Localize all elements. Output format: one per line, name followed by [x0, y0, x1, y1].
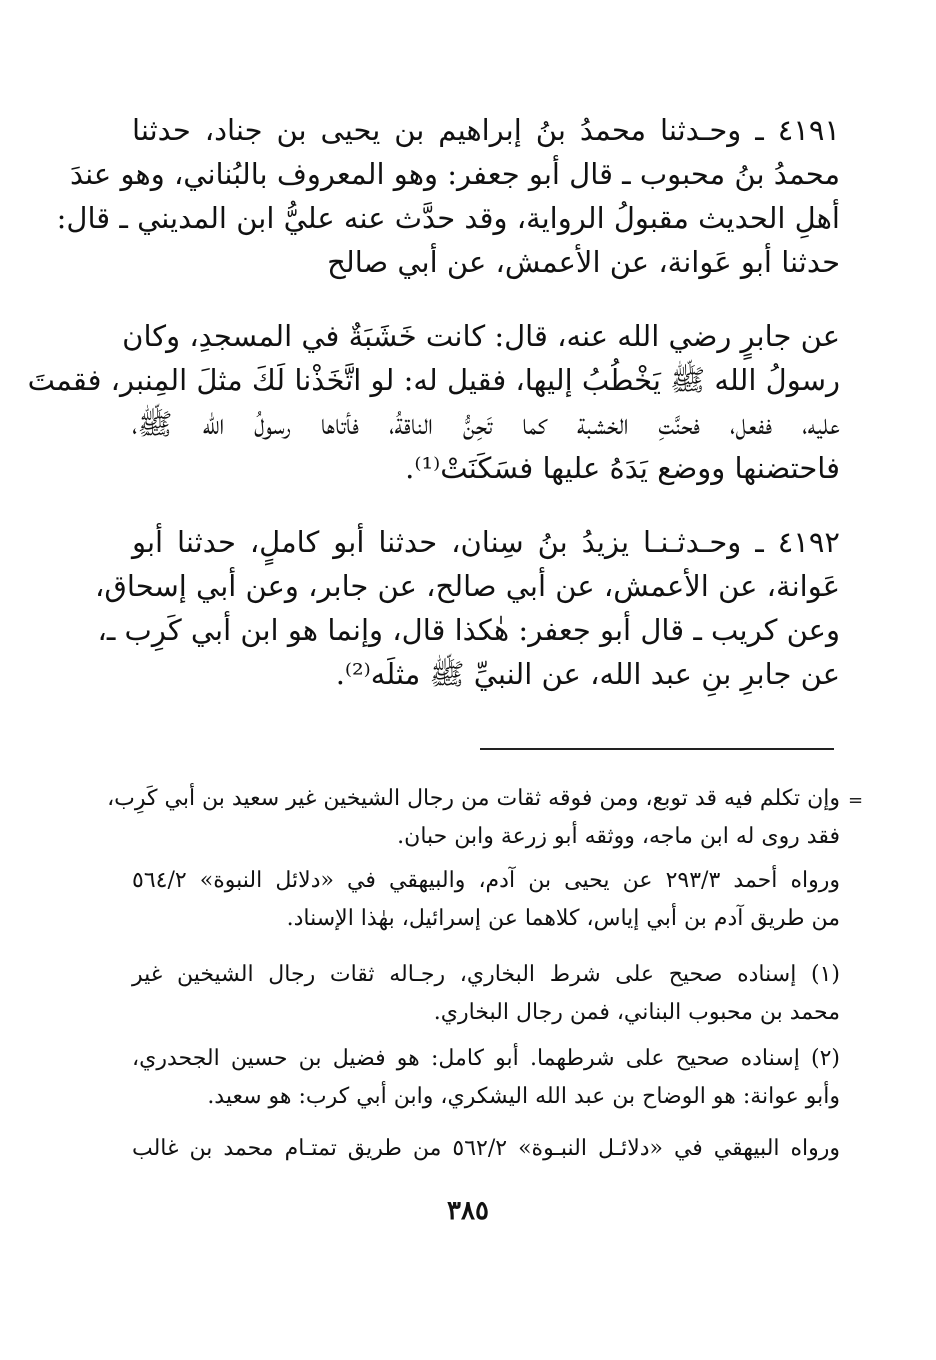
- footnote-line: وإن تكلم فيه قد توبع، ومن فوقه ثقات من رجال الشيخين غير سعيد بن أبي كَرِب،: [107, 786, 840, 811]
- text-line: عَوانة، عن الأعمش، عن أبي صالح، عن جابر، وعن أبي إسحاق،: [95, 569, 840, 603]
- continuation-mark: =: [848, 790, 864, 811]
- text-line: فاحتضنها ووضع يَدَهُ عليها فسَكَنَتْ⁽¹⁾.: [405, 451, 840, 485]
- text-line: عن جابرِ بنِ عبد الله، عن النبيِّ ﷺ مثلَه⁽²⁾.: [335, 657, 840, 691]
- footnote-line: (١) إسناده صحيح على شرط البخاري، رجـاله ثقات رجال الشيخين غير: [132, 962, 840, 987]
- hadith-4192: [95, 520, 840, 696]
- hadith-4191-matn: [27, 314, 840, 490]
- footnote-line: (٢) إسناده صحيح على شرطهما. أبو كامل: هو فضيل بن حسين الجحدري،: [132, 1046, 840, 1071]
- footnote-2: [132, 1040, 840, 1116]
- footnote-ahmad: [132, 862, 840, 938]
- text-line: ٤١٩١ ـ وحـدثنا محمدُ بنُ إبراهيم بن يحيى بن جناد، حدثنا: [132, 113, 840, 147]
- footnote-bayhaqi: [132, 1130, 840, 1168]
- text-line: محمدُ بنُ محبوب ـ قال أبو جعفر: وهو المعروف بالبُناني، وهو عندَ: [69, 157, 840, 191]
- text-line: رسولُ الله ﷺ يَخْطُبُ إليها، فقيل له: لو اتَّخَذْنا لَكَ مثلَ المِنبر، فقمتَ: [27, 363, 840, 397]
- footnote-1: [132, 956, 840, 1032]
- footnote-separator: [480, 748, 834, 750]
- text-line: وعن كريب ـ قال أبو جعفر: هٰكذا قال، وإنما هو ابن أبي كَرِب ـ،: [97, 613, 840, 647]
- text-line: حدثنا أبو عَوانة، عن الأعمش، عن أبي صالح: [327, 245, 840, 279]
- text-line: عن جابرٍ رضي الله عنه، قال: كانت خَشَبَةٌ في المسجدِ، وكان: [122, 319, 840, 353]
- footnote-continued: [107, 780, 840, 856]
- footnote-line: فقد روى له ابن ماجه، ووثقه أبو زرعة وابن حبان.: [397, 824, 840, 849]
- text-line: عليه، ففعل، فحنَّتِ الخشبة كما تَحِنُّ الناقةُ، فأتاها رسولُ الله ﷺ،: [132, 407, 840, 441]
- footnote-line: من طريق آدم بن أبي إياس، كلاهما عن إسرائيل، بهٰذا الإسناد.: [286, 906, 840, 931]
- footnote-line: وأبو عوانة: هو الوضاح بن عبد الله اليشكري، وابن أبي كرب: هو سعيد.: [207, 1084, 840, 1109]
- footnote-line: ورواه البيهقي في «دلائـل النبـوة» ٥٦٢/٢ من طريق تمتـام محمد بن غالب: [132, 1136, 840, 1161]
- text-line: أهلِ الحديث مقبولُ الرواية، وقد حدَّث عنه عليُّ ابن المديني ـ قال:: [56, 201, 840, 235]
- text-line: ٤١٩٢ ـ وحـدثـنـا يزيدُ بنُ سِنان، حدثنا أبو كاملٍ، حدثنا أبو: [132, 525, 840, 559]
- footnote-line: محمد بن محبوب البناني، فمن رجال البخاري.: [433, 1000, 840, 1025]
- footnote-line: ورواه أحمد ٢٩٣/٣ عن يحيى بن آدم، والبيهقي في «دلائل النبوة» ٥٦٤/٢: [132, 868, 840, 893]
- hadith-4191-isnad: [56, 108, 840, 284]
- page-number: ٣٨٥: [447, 1196, 489, 1226]
